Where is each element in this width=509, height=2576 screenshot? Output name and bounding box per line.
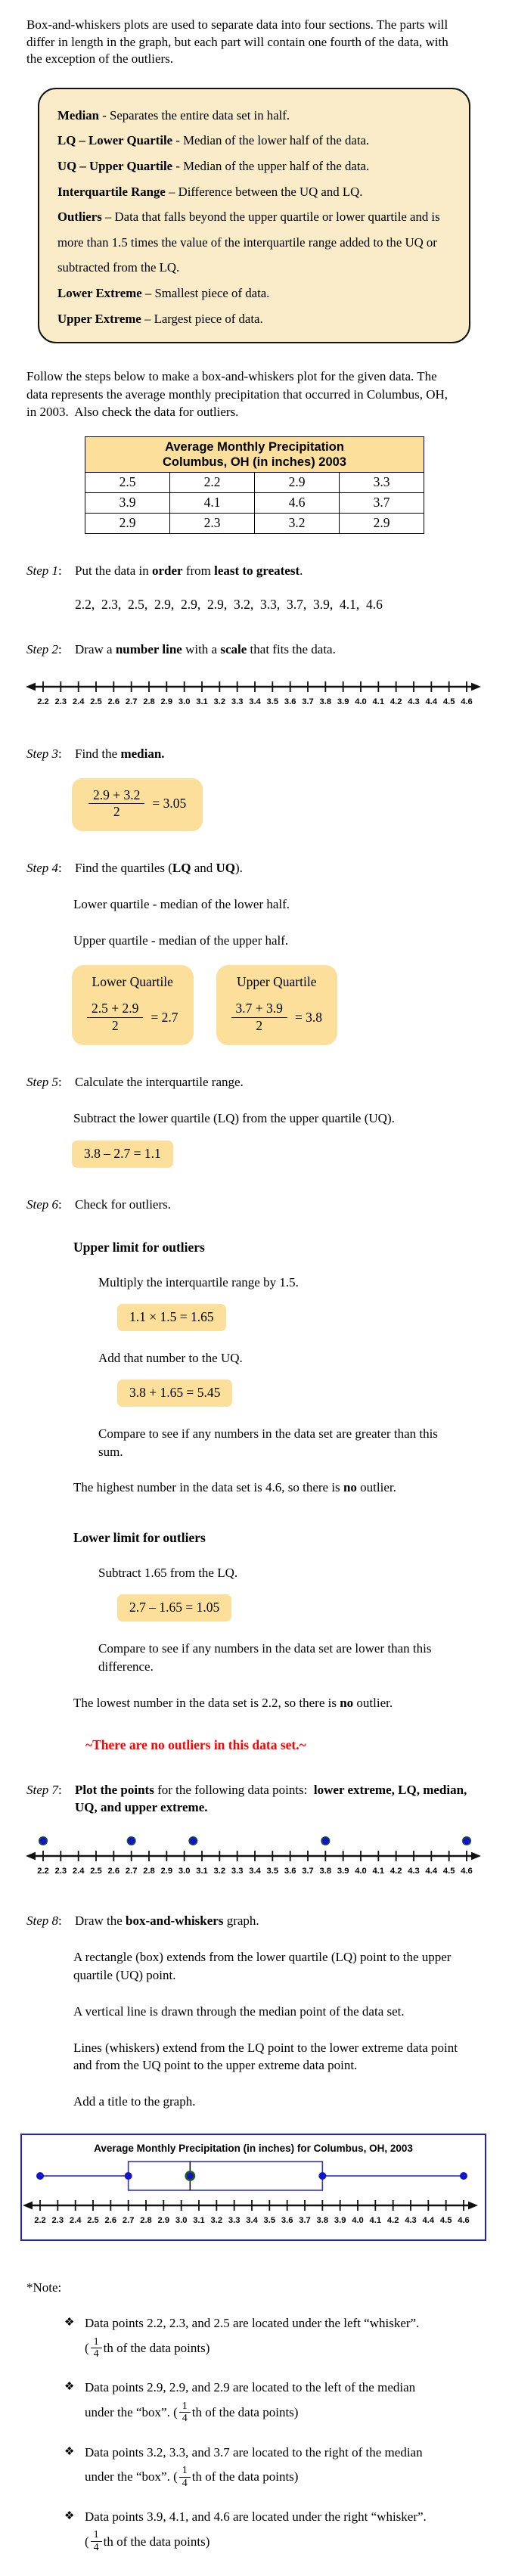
median-line-instruction: A vertical line is drawn through the median point of the data set. [73, 2003, 405, 2019]
step-number: Step 1 [26, 563, 59, 578]
tick-label: 3.9 [334, 2216, 346, 2226]
note-bullet-fraction-line [85, 2336, 448, 2360]
step-number: Step 4 [26, 861, 59, 876]
table-row [85, 513, 424, 533]
text-segment: . [300, 563, 303, 578]
one-fourth-fraction [91, 2529, 102, 2553]
one-fourth-fraction [91, 2336, 102, 2360]
step-label: Step 1: [26, 563, 62, 578]
table-cell: 2.9 [255, 472, 340, 492]
step-text [75, 1782, 468, 1817]
tick-label: 3.9 [337, 697, 349, 706]
tick-label: 3.5 [266, 697, 279, 706]
tick-label: 4.5 [439, 2216, 452, 2226]
text-segment: Check for outliers. [75, 1197, 171, 1212]
step-2-heading [26, 641, 483, 659]
tick-label: 3.0 [175, 2216, 188, 2226]
fraction-denominator: 4 [91, 2348, 102, 2360]
step-label: Step 3: [26, 746, 62, 761]
right-arrow-icon [471, 1852, 481, 1861]
table-cell: 3.9 [85, 492, 170, 513]
tick-label: 3.1 [193, 2216, 205, 2226]
figure-title: Average Monthly Precipitation (in inches) for Columbus, OH, 2003 [94, 2143, 413, 2155]
text-segment: Find the quartiles ( [75, 861, 172, 876]
tick-label: 3.8 [319, 1867, 332, 1876]
tick-label: 4.1 [372, 697, 385, 706]
no-outliers-banner: ~There are no outliers in this data set.~ [85, 1737, 306, 1753]
step-3-heading [26, 746, 483, 763]
fraction-denominator: 2 [88, 803, 144, 821]
fraction-numerator: 2.5 + 2.9 [92, 1000, 139, 1016]
fraction-numerator: 1 [93, 2335, 99, 2348]
fraction-denominator: 2 [87, 1017, 143, 1035]
box-plot-point [460, 2172, 467, 2180]
text-segment: outlier. [353, 1695, 393, 1710]
tick-label: 2.8 [143, 1867, 155, 1876]
table-header-row [85, 436, 424, 472]
diamond-bullet-icon: ❖ [64, 2381, 75, 2394]
iqr-instruction: Subtract the lower quartile (LQ) from the upper quartile (UQ). [73, 1110, 395, 1125]
data-table [85, 436, 424, 534]
tick-label: 2.4 [72, 1867, 85, 1876]
quartile-box-title: Upper Quartile [237, 973, 317, 989]
table-title-line2: Columbus, OH (in inches) 2003 [163, 455, 346, 469]
compare-upper-text: Compare to see if any numbers in the data set are greater than this sum. [98, 1426, 442, 1459]
table-cell: 3.2 [255, 513, 340, 533]
note-bullet-text: Data points 2.2, 2.3, and 2.5 are located under the left “whisker”. [85, 2316, 420, 2331]
text-segment: - Median of the lower half of the data. [172, 133, 370, 148]
open-paren: ( [173, 2404, 178, 2419]
step-label: Step 6: [26, 1197, 62, 1212]
text-segment: no [340, 1695, 354, 1710]
quartile-box-title: Lower Quartile [92, 973, 173, 989]
tick-label: 3.0 [178, 697, 191, 706]
fraction-numerator: 1 [93, 2529, 99, 2541]
equation-result: = 3.8 [294, 1009, 322, 1025]
step-label: Step 5: [26, 1074, 62, 1089]
tick-label: 3.4 [249, 697, 261, 706]
note-bullet-fraction-line [85, 2529, 448, 2553]
table-header-cell [85, 436, 424, 472]
open-paren: ( [173, 2469, 178, 2484]
box-plot-point [125, 2172, 132, 2180]
table-title-line1: Average Monthly Precipitation [165, 439, 344, 454]
upper-quartile-definition: Upper quartile - median of the upper half. [73, 933, 289, 948]
step-7-heading [26, 1782, 483, 1817]
fraction-close-text: th of the data points) [191, 2404, 299, 2419]
tick-label: 2.5 [87, 2216, 99, 2226]
fraction [88, 787, 144, 821]
table-row [85, 472, 424, 492]
tick-label: 4.3 [408, 1867, 420, 1876]
tick-label: 2.3 [51, 2216, 64, 2226]
left-arrow-icon [23, 2202, 33, 2210]
box-plot-svg [22, 2155, 479, 2234]
text-segment: – Largest piece of data. [141, 311, 263, 326]
tick-label: 2.5 [90, 697, 102, 706]
median-point [186, 2171, 194, 2180]
text-segment: LQ [172, 861, 191, 876]
box-rect [129, 2162, 323, 2190]
tick-label: 4.0 [355, 1867, 367, 1876]
lowest-number-text [73, 1694, 467, 1712]
fraction-denominator: 2 [231, 1017, 287, 1035]
text-segment: Plot the points [75, 1783, 154, 1798]
text-segment: Draw a [75, 641, 116, 656]
text-segment: Put the data in [75, 563, 152, 578]
tick-label: 2.7 [125, 1867, 138, 1876]
equation-result: = 3.05 [152, 796, 187, 812]
note-bullet [64, 2443, 483, 2489]
note-bullet-continuation: under the “box”. [85, 2404, 174, 2419]
plotted-point [39, 1837, 48, 1845]
diamond-bullet-icon: ❖ [64, 2445, 75, 2458]
tick-label: 4.2 [390, 1867, 402, 1876]
step-label: Step 8: [26, 1913, 62, 1929]
tick-label: 3.5 [263, 2216, 276, 2226]
subtract-equation-box: 2.7 – 1.65 = 1.05 [117, 1594, 231, 1622]
tick-label: 2.8 [140, 2216, 152, 2226]
text-segment: order [151, 563, 183, 578]
plotted-point [127, 1837, 135, 1845]
text-segment: outlier. [356, 1480, 396, 1495]
box-instruction: A rectangle (box) extends from the lower quartile (LQ) point to the upper quartile (UQ) point. [73, 1950, 455, 1983]
quartile-equation [231, 1001, 323, 1035]
iqr-equation-wrap [72, 1141, 483, 1168]
tick-label: 2.6 [107, 1867, 120, 1876]
note-bullet-body [85, 2507, 448, 2553]
definitions-box [38, 88, 470, 343]
text-segment: box-and-whiskers [126, 1913, 224, 1929]
text-segment: Upper Extreme [57, 311, 141, 326]
box-whiskers-figure [20, 2134, 486, 2241]
fraction [231, 1001, 287, 1035]
fraction-close-text: th of the data points) [103, 2340, 210, 2355]
step-4-heading [26, 860, 483, 877]
tick-label: 3.6 [284, 1867, 296, 1876]
step-number: Step 7 [26, 1783, 59, 1798]
tick-label: 2.2 [37, 1867, 49, 1876]
plotted-point [463, 1837, 471, 1845]
note-bullet-text: Data points 3.9, 4.1, and 4.6 are located under the right “whisker”. [85, 2509, 427, 2524]
table-cell: 2.5 [85, 472, 170, 492]
fraction-denominator: 4 [179, 2412, 191, 2424]
lower-quartile-definition: Lower quartile - median of the lower half. [73, 897, 290, 912]
tick-label: 3.7 [302, 697, 314, 706]
box-plot-point [36, 2172, 44, 2180]
ordered-data-list: 2.2, 2.3, 2.5, 2.9, 2.9, 2.9, 3.2, 3.3, 3.7, 3.9, 4.1, 4.6 [75, 596, 383, 612]
text-segment: for the following data points: [154, 1783, 314, 1798]
text-segment: Calculate the interquartile range. [75, 1074, 244, 1089]
step-number: Step 8 [26, 1913, 59, 1929]
tick-label: 3.3 [231, 1867, 244, 1876]
table-cell: 4.1 [170, 492, 255, 513]
text-segment: Median [57, 107, 100, 123]
number-line-step7 [25, 1833, 483, 1884]
diamond-bullet-icon: ❖ [64, 2317, 75, 2329]
tick-label: 4.6 [461, 697, 473, 706]
tick-label: 3.3 [231, 697, 244, 706]
tick-label: 2.4 [69, 2216, 82, 2226]
median-equation-box [72, 778, 203, 832]
multiply-equation-box: 1.1 × 1.5 = 1.65 [117, 1304, 226, 1331]
step-number: Step 2 [26, 641, 59, 656]
tick-label: 4.3 [408, 697, 420, 706]
highest-number-text [73, 1479, 467, 1497]
tick-label: 4.4 [425, 1867, 438, 1876]
text-segment: median. [120, 746, 165, 761]
tick-label: 2.3 [54, 1867, 67, 1876]
tick-label: 2.3 [54, 697, 67, 706]
instructions-paragraph: Follow the steps below to make a box-and-whiskers plot for the given data. The data represents the average monthly precipitation that occurred in Columbus, OH, in 2003. Also check the data for outliers. [26, 369, 452, 420]
note-bullet-fraction-line [85, 2465, 448, 2489]
step-label: Step 4: [26, 861, 62, 876]
open-paren: ( [85, 2340, 89, 2355]
step-number: Step 3 [26, 746, 59, 761]
tick-label: 3.7 [299, 2216, 311, 2226]
add-equation-wrap [117, 1380, 483, 1407]
note-bullet-body [85, 2378, 448, 2424]
fraction-numerator: 1 [182, 2400, 188, 2412]
step-text [75, 746, 468, 763]
number-line-with-points-svg [25, 1833, 482, 1880]
right-arrow-icon [471, 682, 481, 691]
one-fourth-fraction [179, 2465, 191, 2489]
tick-label: 2.4 [72, 697, 85, 706]
table-cell: 2.9 [340, 513, 424, 533]
note-bullet-body [85, 2314, 448, 2360]
left-arrow-icon [26, 1852, 36, 1861]
fraction-numerator: 2.9 + 3.2 [93, 787, 141, 802]
text-segment: from [182, 563, 215, 578]
tick-label: 3.7 [302, 1867, 314, 1876]
diamond-bullet-icon: ❖ [64, 2509, 75, 2522]
right-arrow-icon [468, 2202, 478, 2210]
tick-label: 2.7 [125, 697, 138, 706]
lower-limit-heading: Lower limit for outliers [73, 1530, 206, 1546]
step-label: Step 2: [26, 641, 62, 656]
definition-line [57, 103, 451, 129]
tick-label: 2.2 [37, 697, 49, 706]
tick-label: 3.8 [319, 697, 332, 706]
text-segment: UQ – Upper Quartile [57, 159, 173, 174]
step-8-heading [26, 1913, 483, 1930]
text-segment: and [191, 861, 216, 876]
plotted-point [189, 1837, 197, 1845]
step-number: Step 6 [26, 1197, 59, 1212]
tick-label: 3.0 [178, 1867, 191, 1876]
tick-label: 4.5 [442, 697, 455, 706]
tick-label: 4.2 [390, 697, 402, 706]
definition-line [57, 128, 451, 154]
tick-label: 4.5 [442, 1867, 455, 1876]
text-segment: LQ – Lower Quartile [57, 133, 173, 148]
tick-label: 3.5 [266, 1867, 279, 1876]
fraction [87, 1001, 143, 1035]
tick-label: 2.9 [157, 2216, 170, 2226]
number-line-step2 [25, 678, 483, 717]
tick-label: 3.4 [249, 1867, 261, 1876]
tick-label: 2.8 [143, 697, 155, 706]
step-5-heading [26, 1074, 483, 1091]
fraction-numerator: 1 [182, 2465, 188, 2477]
quartile-equation [87, 1001, 178, 1035]
add-equation-box: 3.8 + 1.65 = 5.45 [117, 1380, 232, 1407]
box-plot-point [318, 2172, 326, 2180]
tick-label: 3.3 [228, 2216, 241, 2226]
number-line-svg [25, 678, 482, 713]
text-segment: no [343, 1480, 357, 1495]
text-segment: with a [182, 641, 221, 656]
tick-label: 4.0 [355, 697, 367, 706]
table-row [85, 492, 424, 513]
definition-line [57, 281, 451, 306]
upper-quartile-box [216, 965, 338, 1045]
text-segment: scale [220, 641, 247, 656]
tick-label: 4.2 [386, 2216, 399, 2226]
tick-label: 3.1 [196, 1867, 208, 1876]
text-segment: graph. [223, 1913, 259, 1929]
note-label: *Note: [26, 2280, 62, 2295]
upper-limit-heading: Upper limit for outliers [73, 1240, 205, 1255]
step-6-heading [26, 1196, 483, 1214]
quartile-boxes-row [72, 965, 483, 1045]
definition-line [57, 306, 451, 332]
table-cell: 2.3 [170, 513, 255, 533]
text-segment: least to greatest [214, 563, 300, 578]
compare-lower-text: Compare to see if any numbers in the data set are lower than this difference. [98, 1641, 435, 1674]
tick-label: 2.9 [160, 1867, 173, 1876]
iqr-equation-box: 3.8 – 2.7 = 1.1 [72, 1141, 173, 1168]
open-paren: ( [85, 2534, 89, 2549]
tick-label: 3.2 [213, 1867, 226, 1876]
note-bullet-body [85, 2443, 448, 2489]
step-text [75, 1196, 468, 1214]
lower-quartile-box [72, 965, 194, 1045]
note-bullet [64, 2314, 483, 2360]
step-text [75, 860, 468, 877]
step-text [75, 563, 468, 580]
tick-label: 2.5 [90, 1867, 102, 1876]
note-bullets [26, 2314, 483, 2553]
fraction-close-text: th of the data points) [103, 2534, 210, 2549]
text-segment: – Difference between the UQ and LQ. [165, 184, 363, 199]
text-segment: lower extreme, LQ, median, UQ, and upper extreme. [75, 1783, 470, 1815]
left-arrow-icon [26, 682, 36, 691]
definition-line [57, 154, 451, 179]
subtract-equation-wrap [117, 1594, 483, 1622]
note-bullet-fraction-line [85, 2401, 448, 2425]
tick-label: 2.7 [122, 2216, 135, 2226]
text-segment: – Smallest piece of data. [141, 285, 270, 300]
text-segment: The highest number in the data set is 4.6, so there is [73, 1480, 343, 1495]
tick-label: 3.6 [281, 2216, 293, 2226]
tick-label: 4.1 [372, 1867, 385, 1876]
text-segment: that fits the data. [247, 641, 336, 656]
tick-label: 4.1 [369, 2216, 382, 2226]
note-bullet-text: Data points 3.2, 3.3, and 3.7 are located to the right of the median [85, 2444, 423, 2460]
text-segment: - Separates the entire data set in half. [99, 107, 290, 123]
tick-label: 3.1 [196, 697, 208, 706]
note-bullet-text: Data points 2.9, 2.9, and 2.9 are located to the left of the median [85, 2380, 416, 2395]
tick-label: 4.4 [425, 697, 438, 706]
text-segment: UQ [216, 861, 236, 876]
tick-label: 3.4 [246, 2216, 258, 2226]
one-fourth-fraction [179, 2401, 191, 2425]
text-segment: ). [235, 861, 243, 876]
step-label: Step 7: [26, 1783, 62, 1798]
note-bullet [64, 2378, 483, 2424]
multiply-instruction: Multiply the interquartile range by 1.5. [98, 1275, 299, 1290]
add-instruction: Add that number to the UQ. [98, 1351, 243, 1366]
step-1-heading [26, 563, 483, 580]
tick-label: 4.4 [422, 2216, 435, 2226]
equation-result: = 2.7 [151, 1009, 178, 1025]
text-segment: - Median of the upper half of the data. [172, 159, 370, 174]
tick-label: 4.3 [405, 2216, 417, 2226]
text-segment: – Data that falls beyond the upper quartile or lower quartile and is more than 1.5 times the value of the interquartile range added to the UQ or subtracted from the LQ. [57, 209, 443, 275]
fraction-numerator: 3.7 + 3.9 [235, 1000, 283, 1016]
tick-label: 4.0 [352, 2216, 364, 2226]
fraction-close-text: th of the data points) [191, 2469, 299, 2484]
text-segment: Draw the [75, 1913, 126, 1929]
step-text [75, 1074, 468, 1091]
tick-label: 2.6 [107, 697, 120, 706]
table-cell: 2.9 [85, 513, 170, 533]
tick-label: 2.9 [160, 697, 173, 706]
definition-line [57, 179, 451, 205]
text-segment: Lower Extreme [57, 285, 142, 300]
note-bullet-continuation: under the “box”. [85, 2469, 174, 2484]
tick-label: 3.2 [213, 697, 226, 706]
tick-label: 3.8 [316, 2216, 329, 2226]
step-number: Step 5 [26, 1074, 59, 1089]
text-segment: Interquartile Range [57, 184, 166, 199]
table-cell: 2.2 [170, 472, 255, 492]
step-text [75, 641, 468, 659]
tick-label: 3.6 [284, 697, 296, 706]
text-segment: The lowest number in the data set is 2.2, so there is [73, 1695, 340, 1710]
subtract-instruction: Subtract 1.65 from the LQ. [98, 1566, 238, 1581]
tick-label: 4.6 [461, 1867, 473, 1876]
tick-label: 2.2 [34, 2216, 46, 2226]
note-bullet [64, 2507, 483, 2553]
fraction-denominator: 4 [91, 2541, 102, 2553]
tick-label: 3.9 [337, 1867, 349, 1876]
title-instruction: Add a title to the graph. [73, 2094, 196, 2109]
definition-line [57, 204, 451, 281]
table-cell: 3.7 [340, 492, 424, 513]
text-segment: number line [115, 641, 182, 656]
tick-label: 4.6 [458, 2216, 470, 2226]
text-segment: Outliers [57, 209, 102, 225]
fraction-denominator: 4 [179, 2477, 191, 2489]
whiskers-instruction: Lines (whiskers) extend from the LQ point to the lower extreme data point and from the UQ point to the upper extreme data point. [73, 2040, 461, 2073]
multiply-equation-wrap [117, 1304, 483, 1331]
tick-label: 2.6 [104, 2216, 117, 2226]
step-text [75, 1913, 468, 1930]
plotted-point [321, 1837, 330, 1845]
tick-label: 3.2 [210, 2216, 223, 2226]
intro-paragraph: Box-and-whiskers plots are used to separate data into four sections. The parts will differ in length in the graph, but each part will contain one fourth of the data, with the exception of the outliers. [26, 17, 448, 67]
text-segment: Find the [75, 746, 121, 761]
table-cell: 3.3 [340, 472, 424, 492]
table-cell: 4.6 [255, 492, 340, 513]
